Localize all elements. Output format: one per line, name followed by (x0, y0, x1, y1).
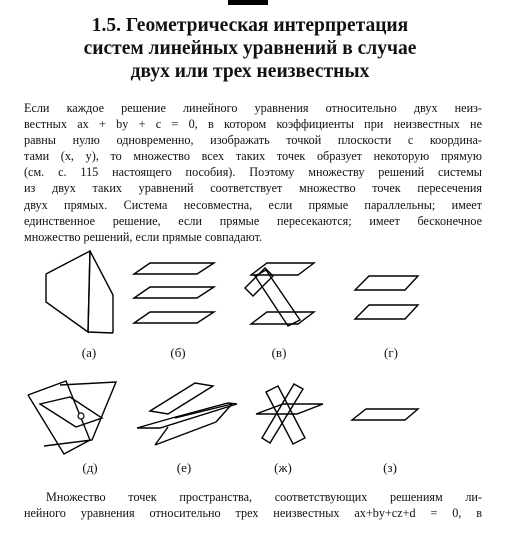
caption-v: (в) (271, 345, 287, 360)
paragraph-line: тами (x, y), то множество всех таких точек образует некоторую прямую (24, 149, 482, 164)
paragraph-line: единственное решение, если прямые пересекаются; имеет бесконечное (24, 213, 482, 228)
caption-z: (з) (383, 460, 397, 475)
paragraph-line: из двух таких уравнений соответствует множество точек пересечения (24, 181, 482, 196)
closing-paragraph (24, 489, 482, 521)
figure-e-planes-line (137, 383, 237, 445)
title-line-1: 1.5. Геометрическая интерпретация (91, 15, 409, 36)
paragraph-line: равны нулю одновременно, изображать точкой плоскости с координа- (24, 133, 482, 148)
title-line-2: систем линейных уравнений в случае (83, 38, 417, 59)
paragraph-line: Если каждое решение линейного уравнения относительно двух неиз- (24, 101, 482, 115)
caption-a: (а) (81, 345, 97, 360)
caption-g: (г) (384, 345, 398, 360)
figure-zh-intersecting-planes (256, 384, 323, 444)
figure-a-prism (46, 251, 113, 333)
figure-b-parallel-planes (134, 263, 214, 323)
caption-zh: (ж) (274, 460, 292, 475)
figure-d-planes-point (28, 381, 116, 454)
caption-b: (б) (170, 345, 186, 360)
figure-z-single-plane (352, 409, 418, 420)
paragraph-line: множество решений, если прямые совпадают. (24, 229, 263, 244)
title-line-3: двух или трех неизвестных (130, 61, 370, 82)
closing-line: нейного уравнения относительно трех неизвестных ax+by+cz+d = 0, в (24, 506, 482, 521)
closing-line: Множество точек пространства, соответствующих решениям ли- (46, 490, 482, 504)
paragraph-line: двух прямых. Система несовместна, если прямые параллельны; имеет (24, 197, 482, 212)
caption-d: (д) (82, 460, 98, 475)
paragraph-line: вестных ax + by + c = 0, в котором коэффициенты при неизвестных не (24, 117, 482, 132)
caption-e: (е) (176, 460, 192, 475)
figure-v-planes (245, 263, 314, 326)
figure-g-parallel-planes (355, 276, 418, 319)
paragraph-line: (см. с. 115 настоящего пособия). Поэтому множеству решений системы (24, 165, 482, 180)
